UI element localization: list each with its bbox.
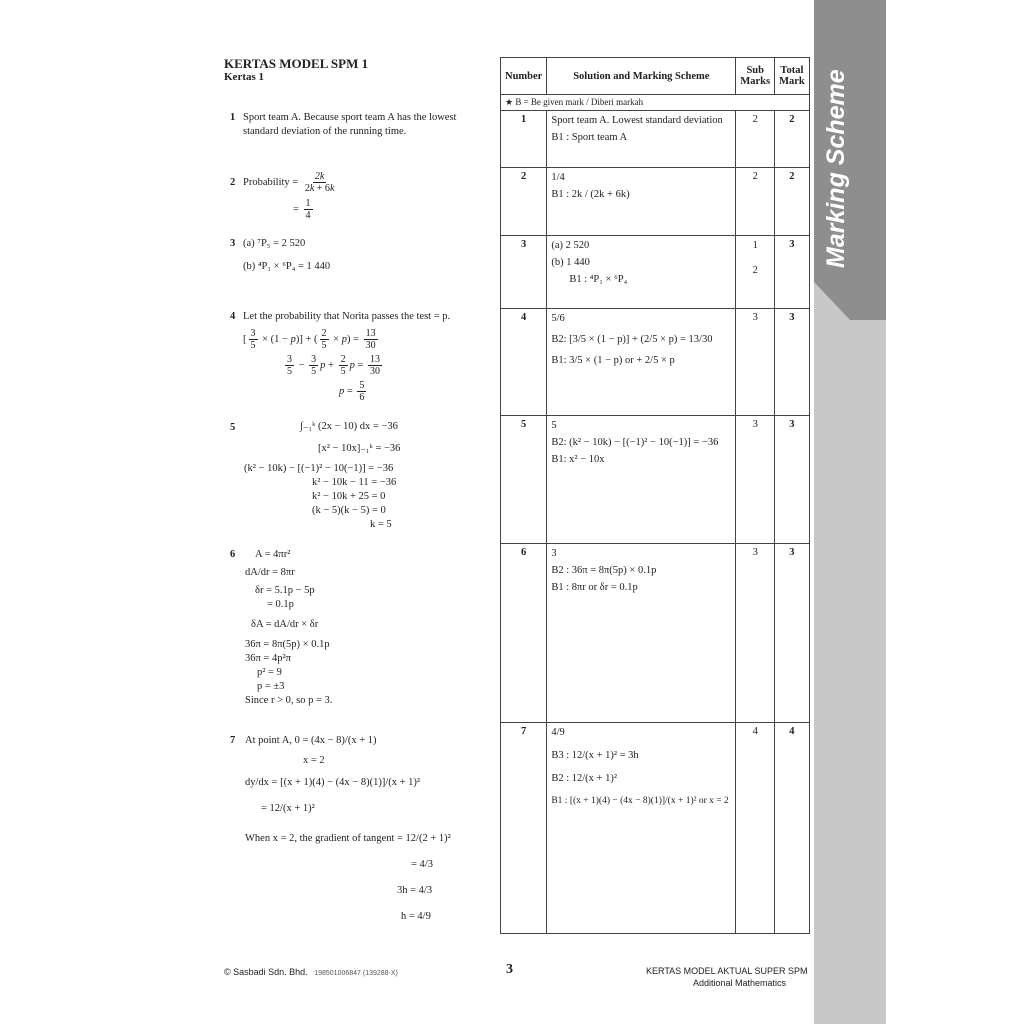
q3-part-a: (a) ⁷P₅ = 2 520 bbox=[243, 238, 306, 249]
header-number: Number bbox=[501, 58, 547, 95]
sub-mark-a: 1 bbox=[752, 240, 758, 251]
row-number: 5 bbox=[501, 416, 547, 544]
question-7-work bbox=[245, 734, 497, 924]
side-label: Marking Scheme bbox=[822, 69, 850, 268]
solution-line: 4/9 bbox=[551, 727, 565, 738]
row-total-mark: 3 bbox=[775, 544, 810, 723]
row-total-mark: 4 bbox=[775, 723, 810, 934]
question-3-work bbox=[243, 237, 330, 274]
table-row bbox=[501, 111, 810, 168]
solution-line: B1 : ⁴P₁ × ⁶P₄ bbox=[569, 274, 628, 285]
work-line: k = 5 bbox=[370, 519, 392, 530]
work-line: δA = dA/dr × δr bbox=[251, 619, 319, 630]
work-line: p² = 9 bbox=[257, 667, 282, 678]
solution-line: Sport team A. Lowest standard deviation bbox=[551, 115, 723, 126]
question-6-work bbox=[245, 548, 495, 708]
question-number: 3 bbox=[230, 238, 236, 249]
solution-line: B2 : 36π = 8π(5p) × 0.1p bbox=[551, 565, 657, 576]
row-number: 2 bbox=[501, 168, 547, 236]
solution-line: B1 : Sport team A bbox=[551, 132, 628, 143]
row-solution bbox=[547, 544, 736, 723]
question-5-work bbox=[244, 420, 494, 532]
row-sub-mark: 2 bbox=[736, 168, 775, 236]
work-line: (k − 5)(k − 5) = 0 bbox=[312, 505, 386, 516]
solution-line: B1: 3/5 × (1 − p) or + 2/5 × p bbox=[551, 355, 675, 366]
table-row bbox=[501, 168, 810, 236]
solution-line: B2: [3/5 × (1 − p)] + (2/5 × p) = 13/30 bbox=[551, 334, 713, 345]
question-number: 6 bbox=[230, 549, 236, 560]
work-line: 36π = 4p²π bbox=[245, 653, 291, 664]
row-solution bbox=[547, 168, 736, 236]
row-total-mark: 3 bbox=[775, 236, 810, 309]
solution-line: B2: (k² − 10k) − [(−1)² − 10(−1)] = −36 bbox=[551, 437, 719, 448]
work-line: [x² − 10x]₋₁ᵏ = −36 bbox=[318, 443, 401, 454]
solution-line: 5/6 bbox=[551, 313, 565, 324]
table-row bbox=[501, 723, 810, 934]
sub-mark-b: 2 bbox=[752, 265, 758, 276]
work-line: 36π = 8π(5p) × 0.1p bbox=[245, 639, 330, 650]
work-line: (k² − 10k) − [(−1)² − 10(−1)] = −36 bbox=[244, 463, 394, 474]
page-subtitle: Kertas 1 bbox=[224, 71, 265, 83]
question-number: 7 bbox=[230, 735, 236, 746]
row-sub-mark: 2 bbox=[736, 111, 775, 168]
work-line: k² − 10k − 11 = −36 bbox=[312, 477, 397, 488]
solution-line: B1 : 2k / (2k + 6k) bbox=[551, 189, 630, 200]
row-number: 7 bbox=[501, 723, 547, 934]
row-total-mark: 3 bbox=[775, 416, 810, 544]
question-number: 4 bbox=[230, 311, 236, 322]
work-line: When x = 2, the gradient of tangent = 12/(2 + 1)² bbox=[245, 833, 451, 844]
work-line: = 4/3 bbox=[411, 859, 433, 870]
row-solution bbox=[547, 309, 736, 416]
publisher-name: © Sasbadi Sdn. Bhd. bbox=[224, 967, 308, 977]
work-line: h = 4/9 bbox=[401, 911, 431, 922]
row-solution bbox=[547, 111, 736, 168]
work-line: = 12/(x + 1)² bbox=[261, 803, 315, 814]
work-line: x = 2 bbox=[303, 755, 325, 766]
work-line: p = ±3 bbox=[257, 681, 285, 692]
solution-line: (b) 1 440 bbox=[551, 257, 590, 268]
work-line: dy/dx = [(x + 1)(4) − (4x − 8)(1)]/(x + 1)² bbox=[245, 777, 421, 788]
question-4-work: Let the probability that Norita passes the test = p. [ $\frac{3}{5}$ × (1 − p)] + ( $\frac{2}{5}$ × p) = $\frac{13}{30}$ $\frac{3}{5}$ − $\frac{3}{5}$ p + $\frac{2}{5}$ p = $\frac{13}{30}$ p = $\frac{5}{6}$ bbox=[243, 311, 451, 403]
q4-statement: Let the probability that Norita passes the test = p. bbox=[243, 311, 451, 322]
table-row bbox=[501, 236, 810, 309]
row-solution bbox=[547, 416, 736, 544]
q3-part-b: (b) ⁴P₁ × ⁶P₄ = 1 440 bbox=[243, 261, 331, 272]
row-sub-mark: 3 bbox=[736, 309, 775, 416]
table-row bbox=[501, 416, 810, 544]
solution-line: B1: x² − 10x bbox=[551, 454, 605, 465]
footer-subject: Additional Mathematics bbox=[693, 978, 787, 988]
solution-line: B1 : [(x + 1)(4) − (4x − 8)(1)]/(x + 1)² or x = 2 bbox=[551, 796, 729, 806]
row-solution bbox=[547, 236, 736, 309]
work-line: = 0.1p bbox=[267, 599, 294, 610]
footer-book-title: KERTAS MODEL AKTUAL SUPER SPM bbox=[646, 966, 808, 976]
question-text-line: standard deviation of the running time. bbox=[243, 126, 407, 137]
question-2-work: Probability = $\frac{2k}{2k + 6k}$ = $\frac{1}{4}$ bbox=[243, 171, 335, 221]
solution-line: 3 bbox=[551, 548, 557, 559]
solution-line: 1/4 bbox=[551, 172, 565, 183]
row-total-mark: 3 bbox=[775, 309, 810, 416]
solution-line: 5 bbox=[551, 420, 557, 431]
work-line: A = 4πr² bbox=[255, 549, 291, 560]
marking-scheme-table bbox=[500, 57, 810, 934]
page-number: 3 bbox=[506, 962, 513, 977]
note-text: ★ B = Be given mark / Diberi markah bbox=[501, 95, 810, 111]
work-line: dA/dr = 8πr bbox=[245, 567, 295, 578]
row-solution bbox=[547, 723, 736, 934]
row-number: 4 bbox=[501, 309, 547, 416]
row-number: 1 bbox=[501, 111, 547, 168]
solution-line: (a) 2 520 bbox=[551, 240, 590, 251]
work-line: At point A, 0 = (4x − 8)/(x + 1) bbox=[245, 735, 377, 746]
page-title: KERTAS MODEL SPM 1 bbox=[224, 56, 369, 71]
table-header-row bbox=[501, 58, 810, 95]
question-number: 1 bbox=[230, 112, 236, 123]
header-solution: Solution and Marking Scheme bbox=[547, 58, 736, 95]
work-line: ∫₋₁ᵏ (2x − 10) dx = −36 bbox=[300, 421, 398, 432]
publisher-code: 198501006847 (139288-X) bbox=[314, 970, 398, 977]
row-sub-mark: 4 bbox=[736, 723, 775, 934]
row-sub-mark: 3 bbox=[736, 416, 775, 544]
work-line: Since r > 0, so p = 3. bbox=[245, 695, 333, 706]
row-sub-mark: 3 bbox=[736, 544, 775, 723]
header-sub-marks: Sub Marks bbox=[736, 58, 775, 95]
solution-line: B2 : 12/(x + 1)² bbox=[551, 773, 617, 784]
work-line: δr = 5.1p − 5p bbox=[255, 585, 315, 596]
header-total-mark: Total Mark bbox=[775, 58, 810, 95]
row-number: 6 bbox=[501, 544, 547, 723]
table-row bbox=[501, 544, 810, 723]
question-text-line: Sport team A. Because sport team A has the lowest bbox=[243, 112, 457, 123]
solution-line: B1 : 8πr or δr = 0.1p bbox=[551, 582, 638, 593]
row-number: 3 bbox=[501, 236, 547, 309]
row-total-mark: 2 bbox=[775, 168, 810, 236]
solution-line: B3 : 12/(x + 1)² = 3h bbox=[551, 750, 639, 761]
question-1-text bbox=[243, 111, 456, 139]
question-number: 2 bbox=[230, 177, 236, 188]
probability-label: Probability = bbox=[243, 176, 299, 188]
row-total-mark: 2 bbox=[775, 111, 810, 168]
work-line: k² − 10k + 25 = 0 bbox=[312, 491, 386, 502]
work-line: 3h = 4/3 bbox=[397, 885, 433, 896]
question-number: 5 bbox=[230, 422, 236, 433]
row-sub-mark bbox=[736, 236, 775, 309]
footer-publisher bbox=[224, 967, 398, 977]
table-row bbox=[501, 309, 810, 416]
table-note-row bbox=[501, 95, 810, 111]
